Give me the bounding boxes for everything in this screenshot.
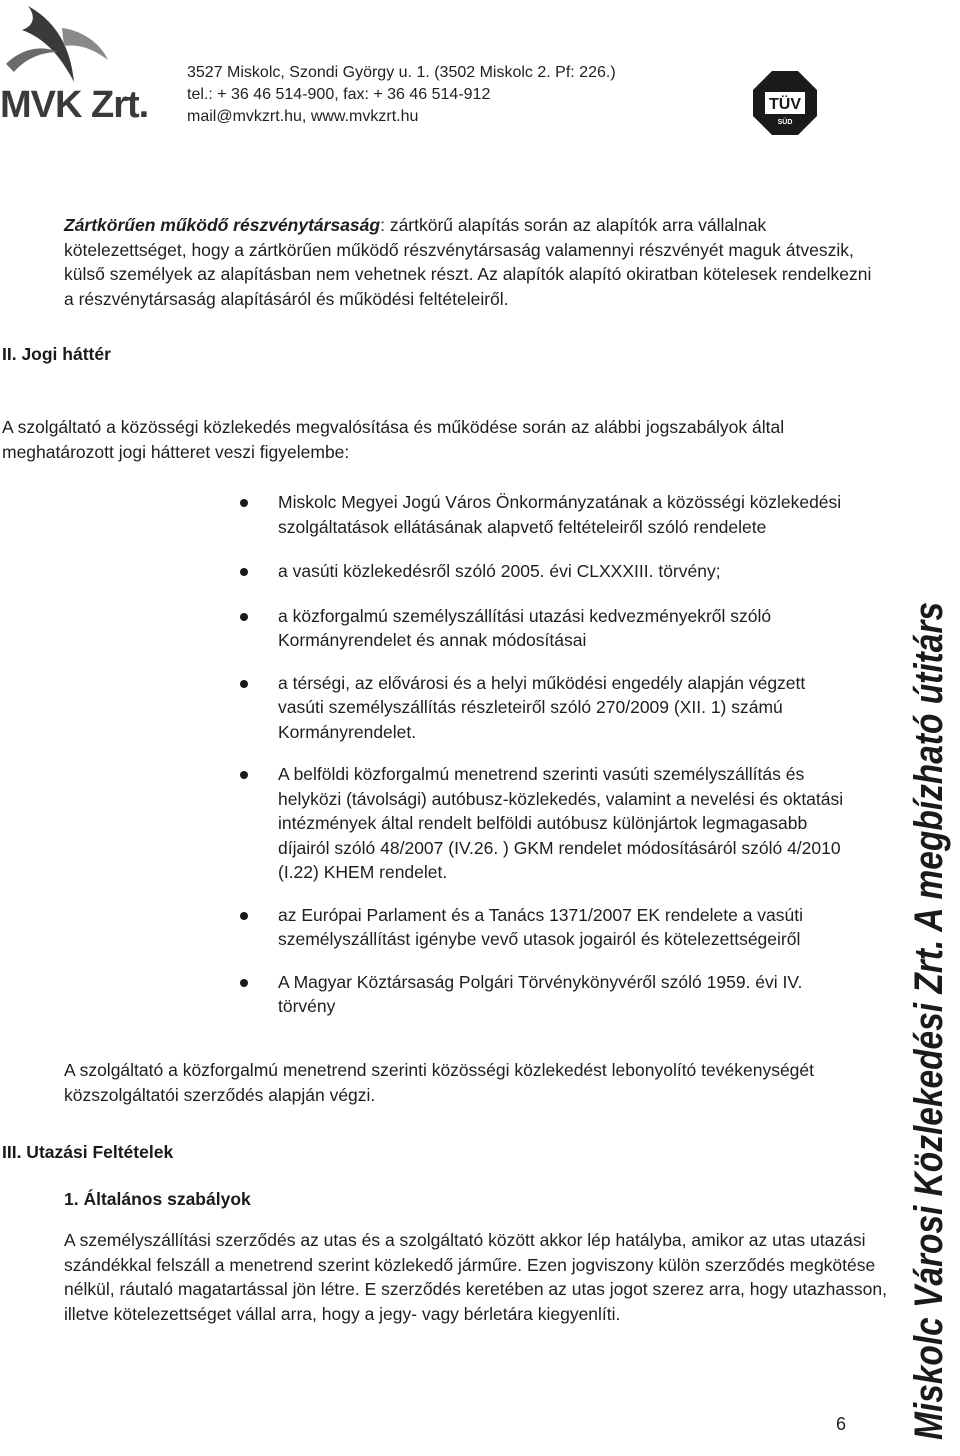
certification-seal-icon: [752, 70, 818, 136]
bullet-icon: [240, 680, 248, 688]
list-item: [278, 671, 844, 745]
list-item-text: a közforgalmú személyszállítási utazási kedvezményekről szóló Kormányrendelet és annak módosításai: [278, 605, 772, 650]
bullet-icon: [240, 499, 248, 507]
list-item-text: Miskolc Megyei Jogú Város Önkormányzatának a közösségi közlekedési szolgáltatások ellátásának alapvető feltételeiről szóló rendelete: [278, 492, 842, 537]
address-line: 3527 Miskolc, Szondi György u. 1. (3502 Miskolc 2. Pf: 226.): [187, 64, 616, 81]
section-2-closing: A szolgáltató a közforgalmú menetrend szerinti közösségi közlekedést lebonyolító tevékenységét közszolgáltatói szerződés alapján végzi.: [64, 1060, 815, 1105]
list-item: [278, 970, 844, 1019]
list-item: [278, 559, 844, 584]
intro-text: : zártkörű alapítás során az alapítók arra vállalnak kötelezettséget, hogy a zártkörűen működő részvénytársaság valamennyi részvényét maguk átveszik, külső személyek az alapításban nem vehetnek részt. Az alapítók alapító okiratban kötelesek rendelkezni a részvénytársaság alapításáról és működési feltételeiről.: [64, 215, 872, 309]
intro-term: Zártkörűen működő részvénytársaság: [64, 215, 381, 235]
section-3-paragraph: A személyszállítási szerződés az utas és a szolgáltató között akkor lép hatályba, amikor az utas utazási szándékkal felszáll a menetrend szerint közlekedő járműre. Ezen jogviszony külön szerződés megkötése nélkül, ráutaló magatartással jön létre. E szerződés keretében az utas jogot szerez arra, hogy utazhasson, illetve kötelezettséget vállal arra, hogy a jegy- vagy bérletára kiegyenlíti.: [64, 1230, 887, 1324]
list-item-text: az Európai Parlament és a Tanács 1371/2007 EK rendelete a vasúti személyszállítást igénybe vevő utasok jogairól és kötelezettségeiről: [278, 904, 804, 949]
list-item: [278, 490, 844, 539]
logo-swoosh-icon: [0, 0, 150, 90]
bullet-icon: [240, 979, 248, 987]
page-number: 6: [836, 1414, 847, 1434]
cert-label: TÜV: [769, 96, 801, 113]
section-3-subheading: 1. Általános szabályok: [64, 1189, 251, 1209]
list-item-text: A belföldi közforgalmú menetrend szerinti vasúti személyszállítás és helyközi (távolsági) autóbusz-közlekedés, valamint a nevelési és oktatási intézmények által rendelt belföldi autóbusz különjártok legmagasabb díjairól szóló 48/2007 (IV.26. ) GKM rendelet módosításáról szóló 4/2010 (I.22) KHEM rendelet.: [278, 764, 844, 882]
bullet-icon: [240, 771, 248, 779]
list-item: [278, 604, 844, 653]
phone-line: tel.: + 36 46 514-900, fax: + 36 46 514-912: [187, 86, 491, 103]
side-banner-graphic: [898, 595, 954, 1445]
bullet-icon: [240, 912, 248, 920]
logo-text: MVK Zrt.: [0, 84, 149, 126]
section-2-heading: II. Jogi háttér: [2, 344, 111, 364]
web-line: mail@mvkzrt.hu, www.mvkzrt.hu: [187, 108, 419, 125]
list-item-text: a térségi, az elővárosi és a helyi működési engedély alapján végzett vasúti személyszállítás részleteiről szóló 270/2009 (XII. 1) számú Kormányrendelet.: [278, 672, 806, 742]
list-item-text: A Magyar Köztársaság Polgári Törvénykönyvéről szóló 1959. évi IV. törvény: [278, 971, 803, 1016]
list-item: [278, 903, 844, 952]
contact-block: [187, 62, 616, 128]
side-banner-text: Miskolc Városi Közlekedési Zrt. A megbízható útitárs: [907, 595, 951, 1440]
list-item-text: a vasúti közlekedésről szóló 2005. évi CLXXXIII. törvény;: [278, 561, 721, 581]
intro-paragraph: [64, 213, 884, 311]
bullet-icon: [240, 568, 248, 576]
section-2-lead: A szolgáltató a közösségi közlekedés megvalósítása és működése során az alábbi jogszabályok által meghatározott jogi hátteret veszi figyelembe:: [2, 417, 785, 462]
list-item: [278, 762, 844, 885]
cert-sub: SÜD: [777, 119, 793, 126]
bullet-icon: [240, 613, 248, 621]
side-banner: [898, 595, 954, 1445]
tuv-certification-badge: [752, 70, 818, 136]
legal-bullet-list: [278, 490, 844, 1019]
section-3-heading: III. Utazási Feltételek: [2, 1142, 174, 1162]
